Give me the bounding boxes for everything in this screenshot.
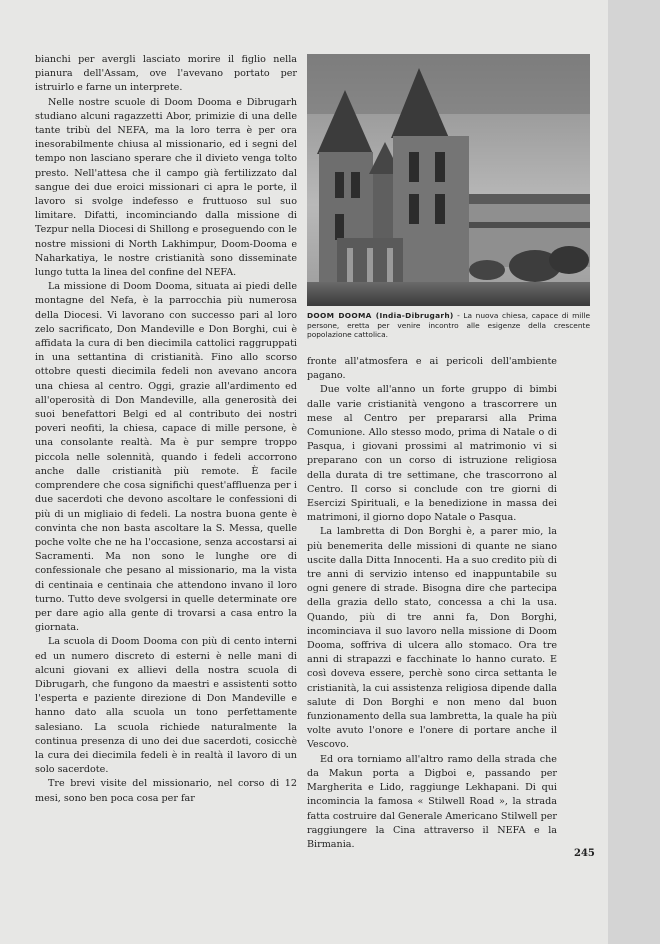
paragraph: fronte all'atmosfera e ai pericoli dell'ambiente pagano. xyxy=(307,356,557,382)
caption-place: DOOM DOOMA (India-Dibrugarh) xyxy=(307,311,454,320)
right-text-column xyxy=(307,355,557,852)
paragraph: bianchi per avergli lasciato morire il figlio nella pianura dell'Assam, ove l'avevano portato per istruirlo e farne un interprete. xyxy=(35,54,297,94)
paragraph: Tre brevi visite del missionario, nel corso di 12 mesi, sono ben poca cosa per far xyxy=(35,778,297,804)
left-text-column xyxy=(35,53,297,806)
scan-margin xyxy=(608,0,660,944)
church-photo xyxy=(307,54,590,306)
paragraph: Nelle nostre scuole di Doom Dooma e Dibrugarh studiano alcuni ragazzetti Abor, primizie di una delle tante tribù del NEFA, ma la loro terra è per ora inesorabilmente chiusa al missionario, ed i segni del tempo non lasciano sperare che il divieto venga tolto presto. Nell'attesa che il campo già fertilizzato dal sangue dei due eroici missionari ci apra le porte, il lavoro si svolge indefesso e fruttuoso sul suo limitare. Difatti, incominciando dalla missione di Tezpur nella Diocesi di Shillong e proseguendo con le nostre missioni di North Lakhimpur, Doom-Dooma e Naharkatiya, le nostre cristianità sono disseminate lungo tutta la linea del confine del NEFA. xyxy=(35,96,297,279)
paragraph: La scuola di Doom Dooma con più di cento interni ed un numero discreto di esterni è nelle mani di alcuni giovani ex allievi della nostra scuola di Dibrugarh, che fungono da maestri e assistenti sotto l'esperta e paziente direzione di Don Mandeville e hanno dato alla scuola un tono perfettamente salesiano. La scuola richiede naturalmente la continua presenza di uno dei due sacerdoti, cosicchè la cura dei diecimila fedeli è in realtà il lavoro di un solo sacerdote. xyxy=(35,636,297,776)
paragraph: Ed ora torniamo all'altro ramo della strada che da Makun porta a Digboi e, passando per Margherita e Lido, raggiunge Lekhapani. Di qui incomincia la famosa « Stilwell Road », la strada fatta costruire dal Generale Americano Stilwell per raggiungere la Cina attraverso il NEFA e la Birmania. xyxy=(307,753,557,850)
caption-text: - La nuova chiesa, capace di mille persone, eretta per venire incontro alle esigenze della crescente popolazione cattolica. xyxy=(307,311,590,340)
paragraph: Due volte all'anno un forte gruppo di bimbi dalle varie cristianità vengono a trascorrere un mese al Centro per prepararsi alla Prima Comunione. Allo stesso modo, prima di Natale o di Pasqua, i giovani prossimi al matrimonio vi si preparano con un corso di istruzione religiosa della durata di tre settimane, che trascorrono al Centro. Il corso si conclude con tre giorni di Esercizi Spirituali, e la benedizione in massa dei matrimoni, il giorno dopo Natale o Pasqua. xyxy=(307,384,557,524)
photo-caption xyxy=(307,311,590,340)
paragraph: La lambretta di Don Borghi è, a parer mio, la più benemerita delle missioni di quante ne siano uscite dalla Ditta Innocenti. Ha a suo credito più di tre anni di servizio intenso ed inappuntabile su ogni genere di strade. Bisogna dire che partecipa della grazia dello stato, concessa a chi la usa. Quando, più di tre anni fa, Don Borghi, incominciava il suo lavoro nella missione di Doom Dooma, soffriva di ulcera allo stomaco. Ora tre anni di strapazzi e facchinate lo hanno curato. E così doveva essere, perchè sono circa settanta le cristianità, la cui assistenza religiosa dipende dalla salute di Don Borghi e non meno dal buon funzionamento della sua lambretta, la quale ha più volte avuto l'onore e l'onere di portare anche il Vescovo. xyxy=(307,526,557,751)
church-photo-icon xyxy=(307,54,590,306)
page-number: 245 xyxy=(574,848,595,859)
paragraph: La missione di Doom Dooma, situata ai piedi delle montagne del Nefa, è la parrocchia più numerosa della Diocesi. Vi lavorano con successo pari al loro zelo sacrificato, Don Mandeville e Don Borghi, cui è affidata la cura di ben diecimila cattolici raggruppati in una settantina di cristianità. Fino allo scorso ottobre questi diecimila fedeli non avevano ancora una chiesa al centro. Oggi, grazie all'ardimento ed all'operosità di Don Mandeville, alla generosità dei suoi benefattori Belgi ed al contributo dei nostri poveri neofiti, la chiesa, capace di mille persone, è una consolante realtà. Ma è pur sempre troppo piccola nelle solennità, quando i fedeli accorrono anche dalle cristianità più remote. È facile comprendere che cosa significhi quest'affluenza per i due sacerdoti che devono ascoltare le confessioni di più di un migliaio di fedeli. La nostra buona gente è convinta che non basta ascoltare la S. Messa, quelle poche volte che ne ha l'occasione, senza accostarsi ai Sacramenti. Ma non sono le lunghe ore di confessionale che pesano al missionario, ma la vista di centinaia e centinaia che attendono invano il loro turno. Tutto deve svolgersi in quelle determinate ore per dare agio alla gente di trovarsi a casa entro la giornata. xyxy=(35,281,297,634)
